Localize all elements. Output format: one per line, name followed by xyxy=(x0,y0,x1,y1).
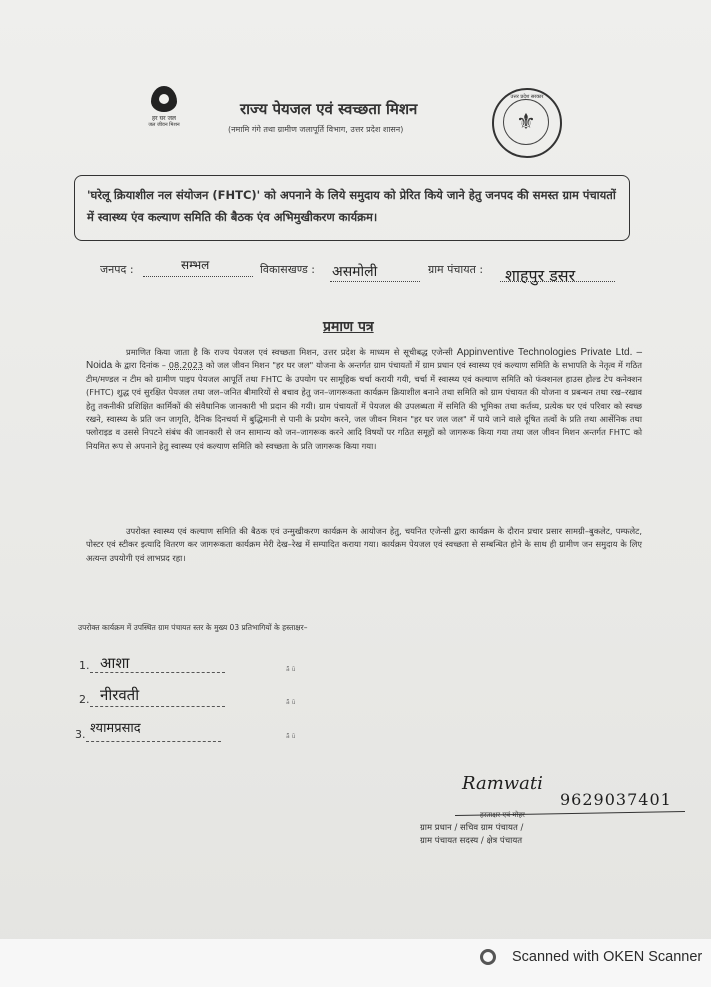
up-government-seal xyxy=(492,88,562,158)
faint-mark-2: ā̄ ū xyxy=(286,699,296,706)
pradhan-phone-number: 9629037401 xyxy=(560,790,672,809)
program-title-box: 'घरेलू क्रियाशील नल संयोजन (FHTC)' को अपनाने के लिये समुदाय को प्रेरित किये जाने हेतु जनपद की समस्त ग्राम पंचायतों में स्वास्थ्य एंव कल्याण समिति की बैठक एंव अभिमुखीकरण कार्यक्रम। xyxy=(74,175,630,241)
fish-emblem-icon: ⚜ xyxy=(503,99,549,145)
district-label: जनपद : xyxy=(100,263,134,276)
gram-panchayat-label: ग्राम पंचायत : xyxy=(428,263,484,276)
participant-number-1: 1. xyxy=(79,659,90,672)
participant-signature-1: आशा xyxy=(100,654,130,672)
block-label: विकासखण्ड : xyxy=(260,263,316,276)
district-value: सम्भल xyxy=(181,258,210,272)
jal-jeevan-logo xyxy=(136,86,192,142)
gram-panchayat-value: शाहपुर डसर xyxy=(505,266,576,285)
designation-line-1: ग्राम प्रधान / सचिव ग्राम पंचायत / xyxy=(420,823,524,833)
mission-title: राज्य पेयजल एवं स्वच्छता मिशन xyxy=(240,100,418,118)
seal-text: उत्तर प्रदेश सरकार xyxy=(510,94,544,100)
participants-note: उपरोक्त कार्यक्रम में उपस्थित ग्राम पंचायत स्तर के मुख्य 03 प्रतिभागियों के हस्ताक्षर– xyxy=(78,623,308,632)
oken-scanner-icon xyxy=(480,949,496,965)
mission-subtitle: (नमामि गंगे तथा ग्रामीण जलापूर्ति विभाग, उत्तर प्रदेश शासन) xyxy=(228,125,404,134)
participant-line-3 xyxy=(86,741,221,742)
certificate-title: प्रमाण पत्र xyxy=(323,319,374,335)
para1-rest: को जल जीवन मिशन "हर घर जल" योजना के अन्तर्गत ग्राम पंचायतों में ग्राम प्रधान एवं स्वास्थ्य एवं कल्याण समिति के सभापति के नेतृत्व में गठित टीम/मण्डल न टीम को ग्रामीण पाइप पेयजल आपूर्ति तथा FHTC के उपयोग पर सामूहिक चर्चा करायी गयी, चर्चा में स्वास्थ्य एवं कल्याण समिति को फंक्शनल हाउस होल्ड टेप कनेक्शन (FHTC) शुद्ध एवं सुरक्षित पेयजल तथा जल–जनित बीमारियों से बचाव हेतु जन–जागरूकता कार्यक्रम क्रियाशील बनाने तथा समिति को ग्राम पंचायत की योजना व प्रबन्धन तथा रख–रखाव हेतु तकनीकी प्रशिक्षित कार्मिकों की संवैधानिक जानकारी भी प्रदान की गयी। ग्राम पंचायतों में पेयजल की उपलब्धता में समिति की भूमिका तथा कर्तव्य, प्रत्येक घर एवं परिवार को स्वच्छ रखने, स्वास्थ्य के प्रति जन जागृति, दैनिक दिनचर्या में बुद्धिमानी से पानी के प्रयोग करने, जल जीवन मिशन "हर घर जल जल" में पाये जाने वाले दूषित तत्वों के प्रति तथा आर्सेनिक तथा फ्लोराइड व उससे निपटने संबंध की जानकारी से जन सामान्य को जन–जागरूक करने आदि विषयों पर गठित समूहों को जागरूक किया गया तथा जल जीवन मिशन अन्तर्गत FHTC को नियमित रूप से अपनाने हेतु स्वास्थ्य एवं कल्याण समिति को स्वच्छता के प्रति जागरूक किया गया। xyxy=(86,360,643,451)
certificate-paragraph-2 xyxy=(86,525,642,565)
logo-left-text-2: जल जीवन मिशन xyxy=(148,122,180,128)
block-underline xyxy=(330,281,420,282)
scanner-watermark: Scanned with OKEN Scanner xyxy=(512,949,703,965)
block-value: असमोली xyxy=(332,264,378,280)
faint-mark-3: ā̄ ū xyxy=(286,733,296,740)
participant-line-2 xyxy=(90,706,225,707)
sign-and-seal-label: हस्ताक्षर एवं मोहर xyxy=(480,811,525,819)
faint-mark-1: ā̄ ū xyxy=(286,666,296,673)
district-underline xyxy=(143,276,253,277)
designation-block xyxy=(420,822,523,848)
agency-name: Appinventive Technologies Private Ltd. – Noida xyxy=(86,347,643,372)
date-prefix: के द्वारा दिनांक – xyxy=(114,360,166,371)
participant-number-3: 3. xyxy=(75,728,86,741)
para2-text: उपरोक्त स्वास्थ्य एवं कल्याण समिति की बैठक एवं उन्मुखीकरण कार्यक्रम के आयोजन हेतु, चयनित एजेन्सी द्वारा कार्यक्रम के दौरान प्रचार प्रसार सामग्री–बुकलेट, पम्फलेट, पोस्टर एवं स्टीकर इत्यादि वितरण कर जागरूकता कार्यक्रम मेरी देख–रेख में सम्पादित कराया गया। कार्यक्रम पेयजल एवं स्वच्छता से सम्बन्धित होने के साथ ही ग्रामीण जन समुदाय के लिए अत्यन्त उपयोगी एवं लाभप्रद रहा। xyxy=(86,526,642,563)
logo-left-text-1: हर घर जल xyxy=(152,115,176,122)
water-drop-icon xyxy=(151,86,177,112)
participant-number-2: 2. xyxy=(79,693,90,706)
program-date: 08.2023 xyxy=(168,360,204,371)
designation-line-2: ग्राम पंचायत सदस्य / क्षेत्र पंचायत xyxy=(420,836,523,846)
participant-signature-2: नीरवती xyxy=(100,686,140,704)
pradhan-signature: Ramwati xyxy=(462,773,543,794)
participant-signature-3: श्यामप्रसाद xyxy=(90,721,141,736)
certificate-paragraph-1 xyxy=(86,346,642,453)
para1-start: प्रमाणित किया जाता है कि राज्य पेयजल एवं स्वच्छता मिशन, उत्तर प्रदेश के माध्यम से सूचीबद्ध एजेन्सी xyxy=(126,347,453,357)
